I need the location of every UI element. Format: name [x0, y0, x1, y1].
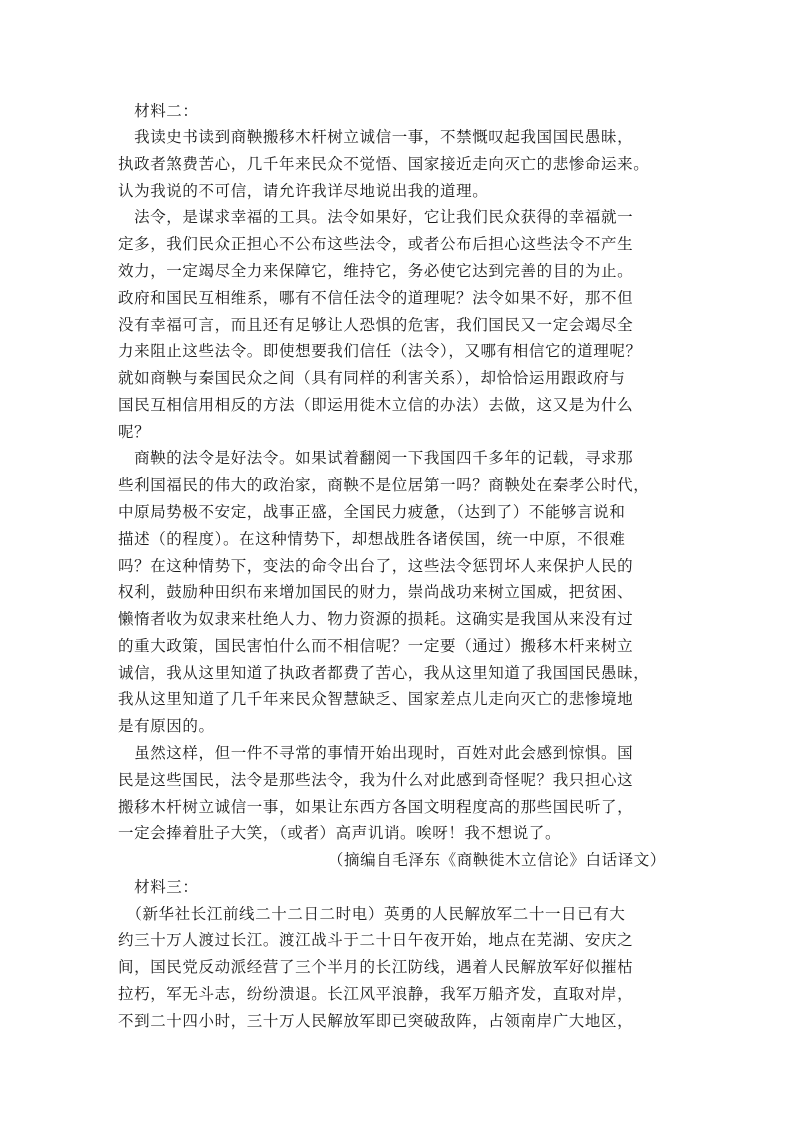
text-line: 效力，一定竭尽全力来保障它，维持它，务必使它达到完善的目的为止。 — [118, 262, 634, 280]
text-line: 中原局势极不安定，战事正盛，全国民力疲惫，（达到了）不能够言说和 — [118, 503, 626, 521]
text-line: 间，国民党反动派经营了三个半月的长江防线，遇着人民解放军好似摧枯 — [118, 958, 634, 976]
heading-material-2: 材料二： — [118, 102, 199, 120]
text-line: 约三十万人渡过长江。渡江战斗于二十日午夜开始，地点在芜湖、安庆之 — [118, 931, 634, 949]
text-line: 法令，是谋求幸福的工具。法令如果好，它让我们民众获得的幸福就一 — [118, 208, 634, 226]
text-line: 一定会捧着肚子大笑，（或者）高声讥诮。唉呀！我不想说了。 — [118, 824, 562, 842]
heading-material-3: 材料三： — [118, 878, 199, 896]
text-line: 些利国福民的伟大的政治家，商鞅不是位居第一吗？商鞅处在秦孝公时代， — [118, 476, 650, 494]
text-line: 诚信，我从这里知道了执政者都费了苦心，我从这里知道了我国国民愚昧， — [118, 664, 650, 682]
text-line: 的重大政策，国民害怕什么而不相信呢？一定要（通过）搬移木杆来树立 — [118, 637, 634, 655]
text-line: 就如商鞅与秦国民众之间（具有同样的利害关系），却恰恰运用跟政府与 — [118, 369, 626, 387]
text-line: 不到二十四小时，三十万人民解放军即已突破敌阵，占领南岸广大地区， — [118, 1012, 634, 1030]
text-line: （新华社长江前线二十二日二时电）英勇的人民解放军二十一日已有大 — [118, 905, 626, 923]
text-line: 拉朽，军无斗志，纷纷溃退。长江风平浪静，我军万船齐发，直取对岸， — [118, 985, 634, 1003]
text-line: 认为我说的不可信，请允许我详尽地说出我的道理。 — [118, 182, 489, 200]
text-line: 呢？ — [118, 423, 151, 441]
text-line: 是有原因的。 — [118, 717, 215, 735]
text-line: 搬移木杆树立诚信一事，如果让东西方各国文明程度高的那些国民听了， — [118, 798, 634, 816]
text-line: 没有幸福可言，而且还有足够让人恐惧的危害，我们国民又一定会竭尽全 — [118, 316, 634, 334]
text-line: 政府和国民互相维系，哪有不信任法令的道理呢？法令如果不好，那不但 — [118, 289, 634, 307]
source-citation: （摘编自毛泽东《商鞅徙木立信论》白话译文） — [327, 851, 666, 869]
text-line: 定多，我们民众正担心不公布这些法令，或者公布后担心这些法令不产生 — [118, 235, 634, 253]
text-line: 我从这里知道了几千年来民众智慧缺乏、国家差点儿走向灭亡的悲惨境地 — [118, 690, 634, 708]
text-line: 虽然这样，但一件不寻常的事情开始出现时，百姓对此会感到惊惧。国 — [118, 744, 634, 762]
text-line: 商鞅的法令是好法令。如果试着翻阅一下我国四千多年的记载，寻求那 — [118, 449, 634, 467]
text-line: 吗？在这种情势下，变法的命令出台了，这些法令惩罚坏人来保护人民的 — [118, 557, 634, 575]
text-line: 权利，鼓励种田织布来增加国民的财力，崇尚战功来树立国威，把贫困、 — [118, 583, 634, 601]
text-line: 我读史书读到商鞅搬移木杆树立诚信一事，不禁慨叹起我国国民愚昧， — [118, 128, 634, 146]
text-line: 民是这些国民，法令是那些法令，我为什么对此感到奇怪呢？我只担心这 — [118, 771, 634, 789]
text-line: 描述（的程度）。在这种情势下，却想战胜各诸侯国，统一中原，不很难 — [118, 530, 626, 548]
text-line: 国民互相信用相反的方法（即运用徙木立信的办法）去做，这又是为什么 — [118, 396, 634, 414]
text-line: 懒惰者收为奴隶来杜绝人力、物力资源的损耗。这确实是我国从来没有过 — [118, 610, 634, 628]
text-line: 力来阻止这些法令。即使想要我们信任（法令），又哪有相信它的道理呢？ — [118, 342, 642, 360]
text-line: 执政者煞费苦心，几千年来民众不觉悟、国家接近走向灭亡的悲惨命运来。 — [118, 155, 650, 173]
